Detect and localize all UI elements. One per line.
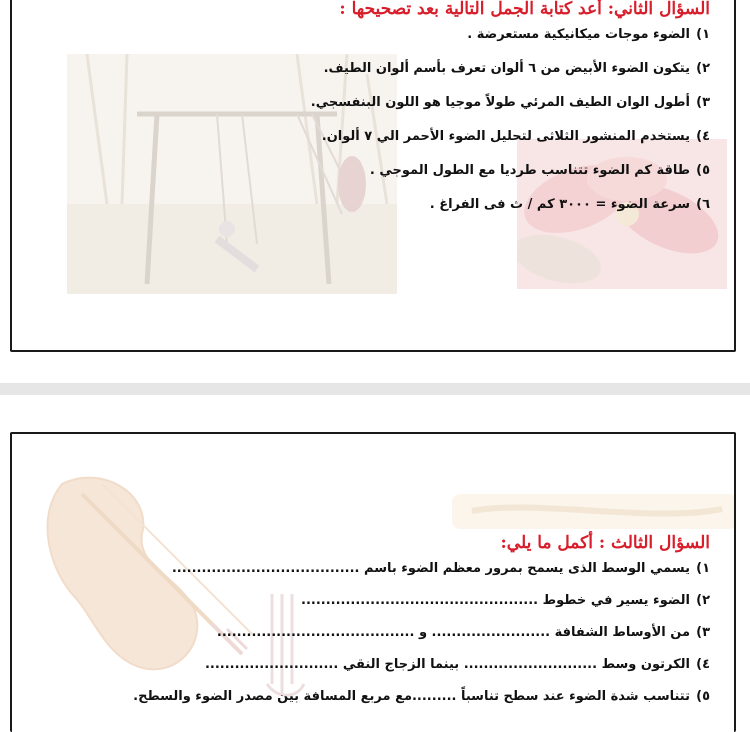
- item-number: ٢): [696, 593, 710, 608]
- question-2-box: [10, 0, 736, 352]
- item-text: تتناسب شدة الضوء عند سطح تناسباً .........مع مربع المسافة بين مصدر الضوء والسطح.: [133, 689, 690, 704]
- item-text: سرعة الضوء = ٣٠٠٠ كم / ث فى الفراغ .: [429, 197, 690, 212]
- item-text: الكرتون وسط ........................... بينما الزجاج النقي ...........................: [204, 657, 690, 672]
- item-text: من الأوساط الشفافة ........................ و ........................................: [216, 625, 690, 640]
- item-number: ٤): [696, 657, 710, 672]
- list-item: [70, 94, 710, 112]
- item-number: ٢): [696, 61, 710, 76]
- item-number: ٥): [696, 163, 710, 178]
- item-text: يسمي الوسط الذى يسمح بمرور معظم الضوء باسم ......................................: [171, 561, 690, 576]
- question-3-list: [30, 560, 710, 706]
- item-number: ٥): [696, 689, 710, 704]
- list-item: [70, 60, 710, 78]
- list-item: [30, 656, 710, 674]
- question-2-list: [70, 26, 710, 214]
- page-separator: [0, 383, 750, 395]
- list-item: [30, 592, 710, 610]
- item-text: الضوء يسير في خطوط ................................................: [301, 593, 690, 608]
- list-item: [70, 26, 710, 44]
- item-text: يستخدم المنشور الثلاثى لتحليل الضوء الأحمر الي ٧ ألوان.: [321, 129, 690, 144]
- question-3-box: [10, 432, 736, 732]
- question-3-content: [30, 532, 710, 720]
- decorative-label-background: [452, 489, 736, 534]
- item-number: ١): [696, 561, 710, 576]
- list-item: [70, 196, 710, 214]
- list-item: [70, 128, 710, 146]
- question-2-content: [70, 0, 710, 230]
- item-text: الضوء موجات ميكانيكية مستعرضة .: [467, 27, 690, 42]
- item-number: ٣): [696, 95, 710, 110]
- item-number: ١): [696, 27, 710, 42]
- list-item: [70, 162, 710, 180]
- item-number: ٤): [696, 129, 710, 144]
- list-item: [30, 624, 710, 642]
- question-2-title: السؤال الثاني: أعد كتابة الجمل التالية بعد تصحيحها :: [339, 0, 710, 19]
- item-text: أطول الوان الطيف المرئي طولاً موجيا هو اللون البنفسجي.: [310, 95, 690, 110]
- list-item: [30, 560, 710, 578]
- list-item: [30, 688, 710, 706]
- question-3-title: السؤال الثالث : أكمل ما يلي:: [500, 533, 710, 553]
- item-text: طاقة كم الضوء تتناسب طرديا مع الطول الموجي .: [369, 163, 690, 178]
- item-text: يتكون الضوء الأبيض من ٦ ألوان تعرف بأسم ألوان الطيف.: [323, 61, 690, 76]
- item-number: ٦): [696, 197, 710, 212]
- item-number: ٣): [696, 625, 710, 640]
